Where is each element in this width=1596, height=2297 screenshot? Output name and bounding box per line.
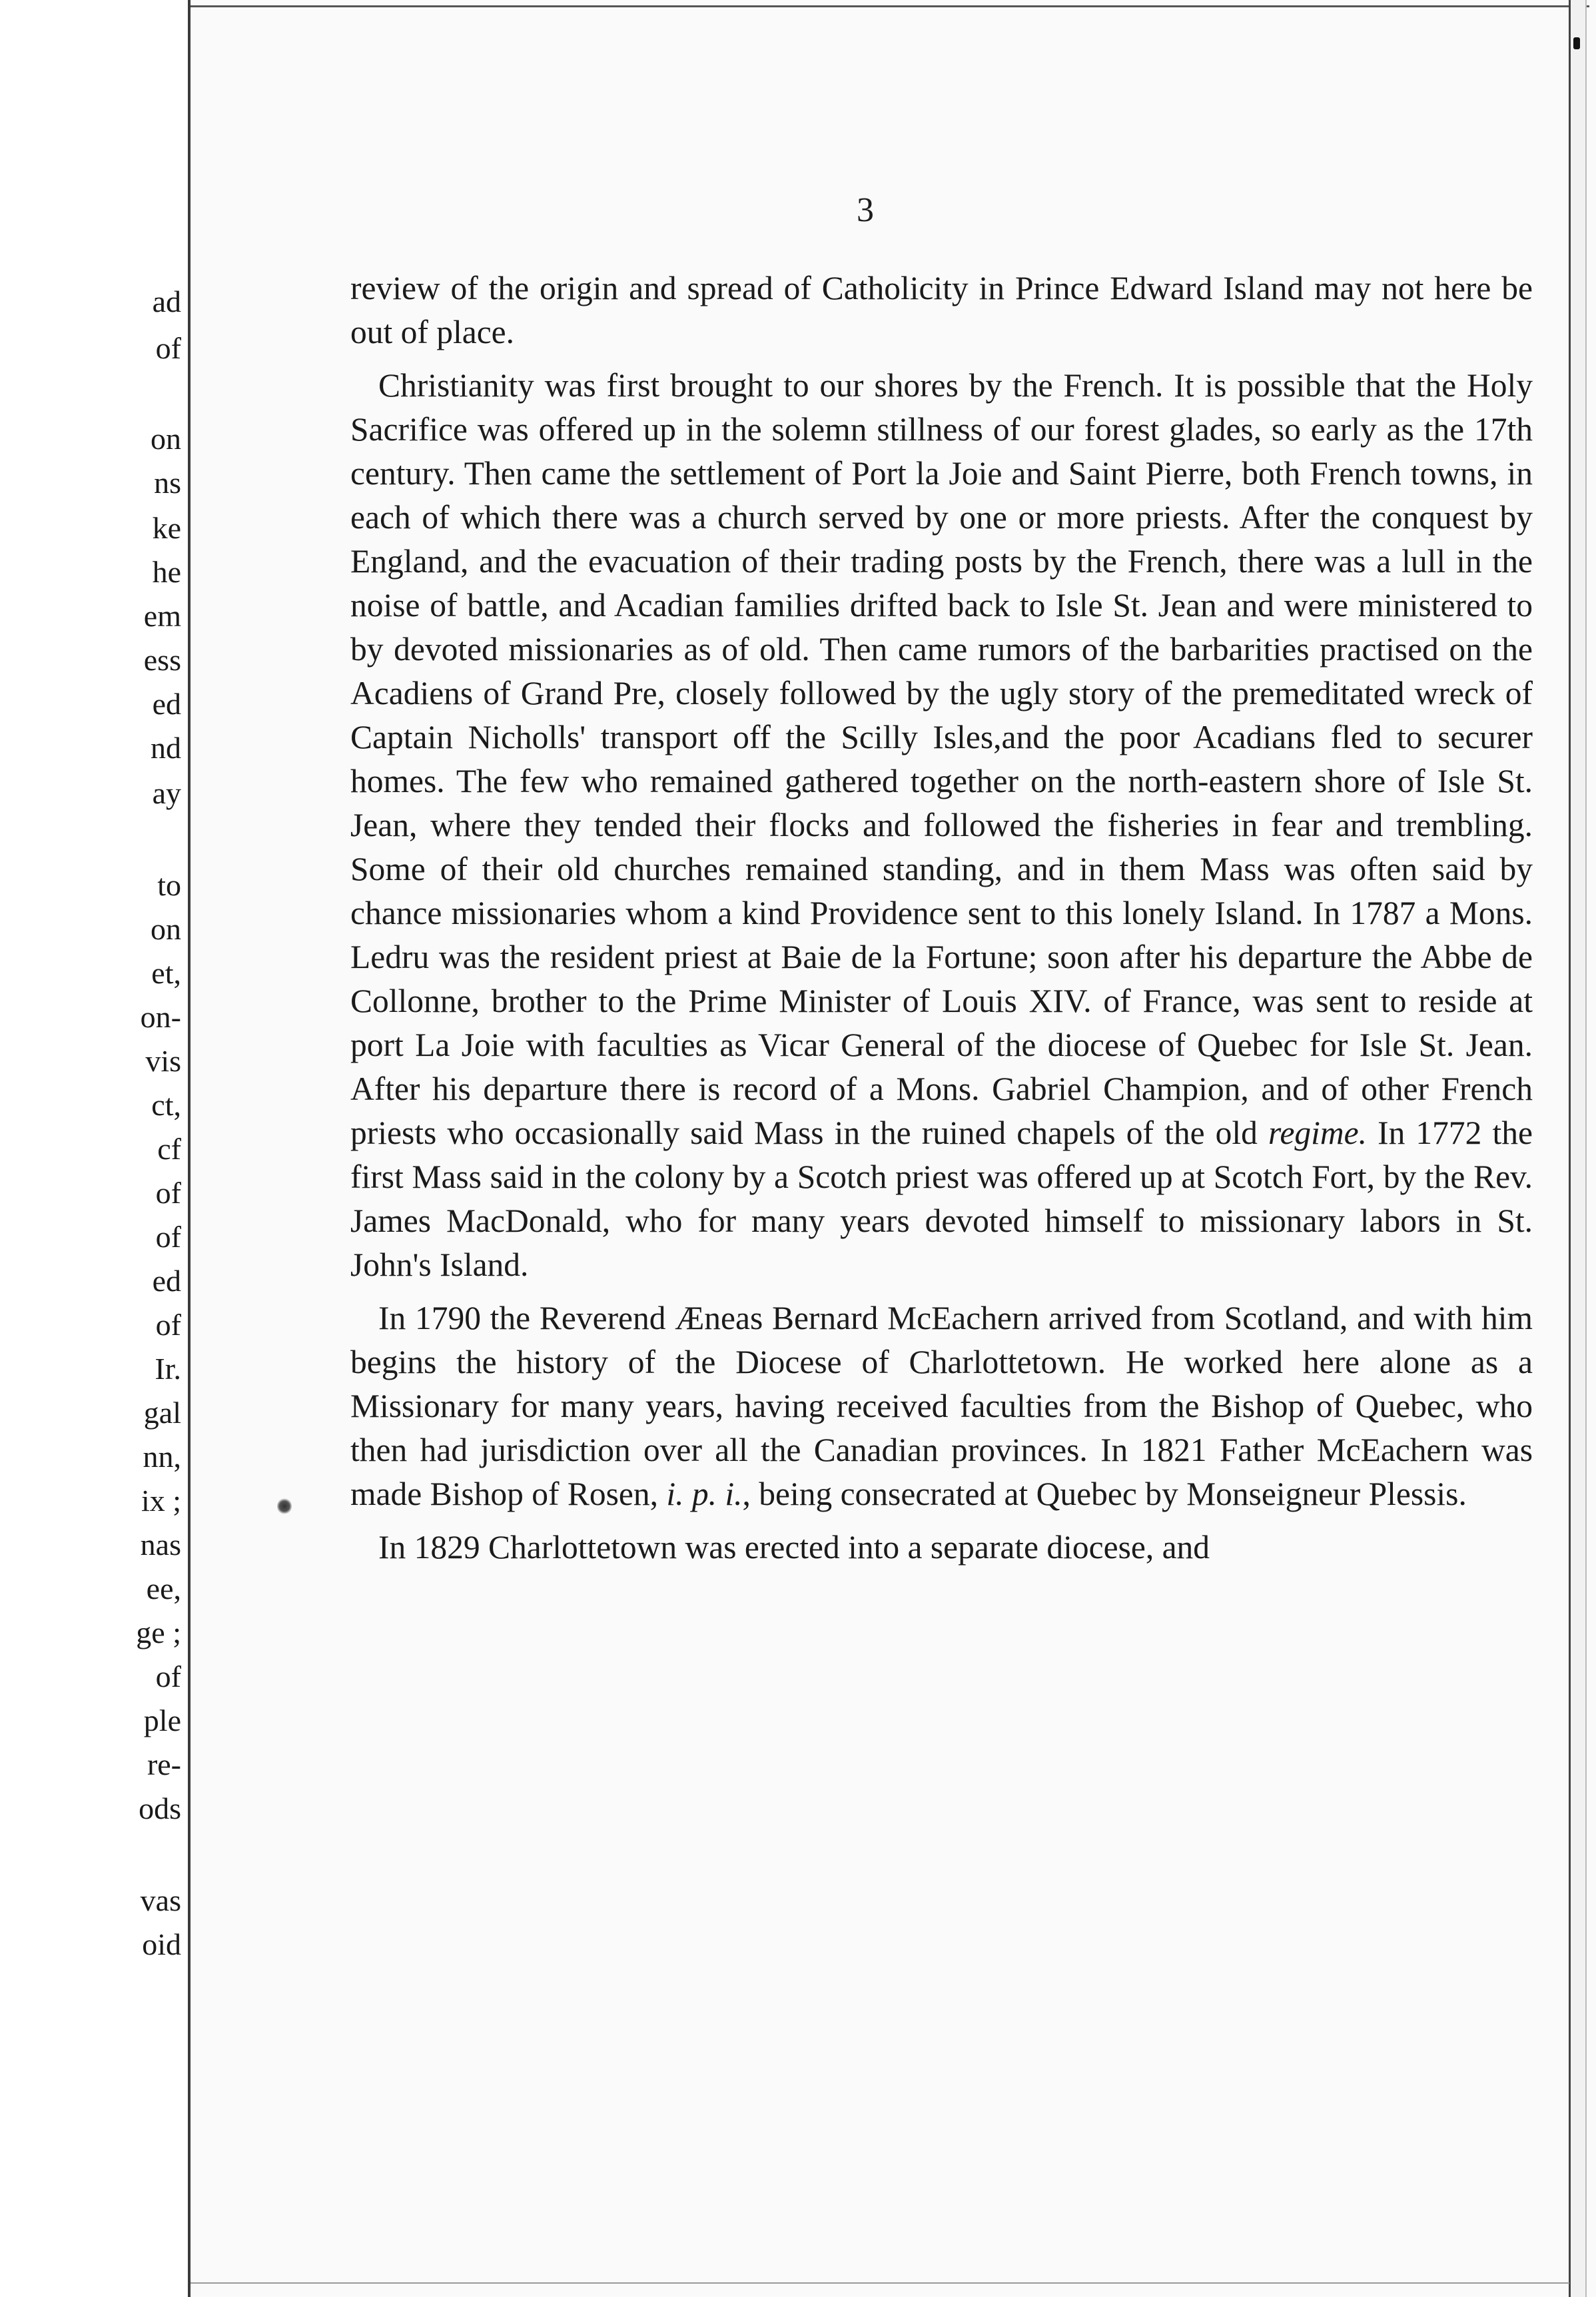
facing-page-fragment: nn, <box>143 1440 181 1474</box>
facing-page-fragment: of <box>155 1659 181 1693</box>
facing-page-fragment: on- <box>140 1000 181 1034</box>
paragraph <box>350 364 1533 1287</box>
text-run: In 1790 the Reverend Æneas Bernard McEachern arrived from Scotland, and with him begins the history of the Diocese of Charlottetown. He worked here alone as a Missionary for many years, having received faculties from the Bishop of Quebec, who then had jurisdiction over all the Canadian provinces. In 1821 Father McEachern was made Bishop of Rosen, <box>350 1300 1533 1512</box>
facing-page-fragment: ge ; <box>136 1615 181 1649</box>
edge-mark <box>1573 37 1580 49</box>
bottom-page-edge <box>191 2282 1569 2284</box>
facing-page-fragment: to <box>157 868 181 902</box>
paragraph <box>350 1296 1533 1516</box>
text-run: , being consecrated at Quebec by Monseigneur Plessis. <box>742 1476 1467 1512</box>
facing-page-fragment: he <box>152 555 181 589</box>
right-page-edge <box>1569 0 1587 2297</box>
facing-page-fragment: ay <box>152 776 181 810</box>
text-run: review of the origin and spread of Catholicity in Prince Edward Island may not here be out of place. <box>350 270 1533 350</box>
ink-speck <box>277 1498 292 1515</box>
facing-page-fragment: em <box>143 599 181 633</box>
facing-page-fragment: ed <box>152 1264 181 1298</box>
paragraph <box>350 1526 1533 1570</box>
text-run: Christianity was first brought to our shores by the French. It is possible that the Holy Sacrifice was offered up in the solemn stillness of our forest glades, so early as the 17th century. Then came the settlement of Port la Joie and Saint Pierre, both French towns, in each of which there was a church served by one or more priests. After the conquest by England, and the evacuation of their trading posts by the French, there was a lull in the noise of battle, and Acadian families drifted back to Isle St. Jean and were ministered to by devoted missionaries as of old. Then came rumors of the barbarities practised on the Acadiens of Grand Pre, closely followed by the ugly story of the premeditated wreck of Captain Nicholls' transport off the Scilly Isles,and the poor Acadians fled to securer homes. The few who remained gathered together on the north-eastern shore of Isle St. Jean, where they tended their flocks and followed the fisheries in fear and trembling. Some of their old churches remained standing, and in them Mass was often said by chance missionaries whom a kind Providence sent to this lonely Island. In 1787 a Mons. Ledru was the resident priest at Baie de la Fortune; soon after his departure the Abbe de Collonne, brother to the Prime Minister of Louis XIV. of France, was sent to reside at port La Joie with faculties as Vicar General of the diocese of Quebec for Isle St. Jean. After his departure there is record of a Mons. Gabriel Champion, and of other French priests who occasionally said Mass in the ruined chapels of the old <box>350 367 1533 1151</box>
top-edge-rule <box>191 5 1589 7</box>
page-number: 3 <box>857 191 874 229</box>
book-page <box>191 0 1596 2297</box>
facing-page-fragment: re- <box>147 1747 181 1781</box>
italic-text: regime. <box>1268 1115 1368 1151</box>
facing-page-fragment: et, <box>151 956 181 990</box>
text-run: In 1829 Charlottetown was erected into a separate diocese, and <box>378 1529 1210 1566</box>
text-run: In 1772 the first Mass said in the colony by a Scotch priest was offered up at Scotch Fort, by the Rev. James MacDonald, who for many years devoted himself to missionary labors in St. John's Island. <box>350 1115 1533 1283</box>
facing-page-fragment: ee, <box>146 1572 181 1606</box>
facing-page-fragment: ed <box>152 687 181 721</box>
facing-page-fragment: ix ; <box>141 1484 181 1518</box>
facing-page-fragment: ct, <box>151 1088 181 1122</box>
paragraph <box>350 266 1533 354</box>
facing-page-fragment: nas <box>140 1528 181 1562</box>
facing-page-fragment: ple <box>143 1703 181 1737</box>
facing-page-fragment: on <box>151 912 181 946</box>
facing-page-fragment: ad <box>152 284 181 318</box>
facing-page-fragment: ke <box>152 511 181 545</box>
facing-page-fragment: of <box>155 1220 181 1254</box>
facing-page-fragment: ess <box>143 643 181 677</box>
facing-page-fragment: ods <box>139 1791 181 1825</box>
facing-page-fragment: of <box>155 1176 181 1210</box>
body-text <box>350 266 1533 1570</box>
facing-page-fragment: oid <box>142 1927 181 1961</box>
facing-page-strip <box>0 0 191 2297</box>
facing-page-fragment: on <box>151 422 181 456</box>
facing-page-fragment: of <box>155 331 181 365</box>
facing-page-fragment: cf <box>157 1132 181 1166</box>
facing-page-fragment: ns <box>154 466 181 500</box>
facing-page-fragment: of <box>155 1308 181 1342</box>
facing-page-fragment: nd <box>151 731 181 765</box>
facing-page-fragment: vas <box>140 1883 181 1917</box>
facing-page-fragment: gal <box>143 1396 181 1430</box>
facing-page-fragment: vis <box>145 1044 181 1078</box>
italic-text: i. p. i. <box>666 1476 743 1512</box>
facing-page-fragment: Ir. <box>155 1352 181 1386</box>
